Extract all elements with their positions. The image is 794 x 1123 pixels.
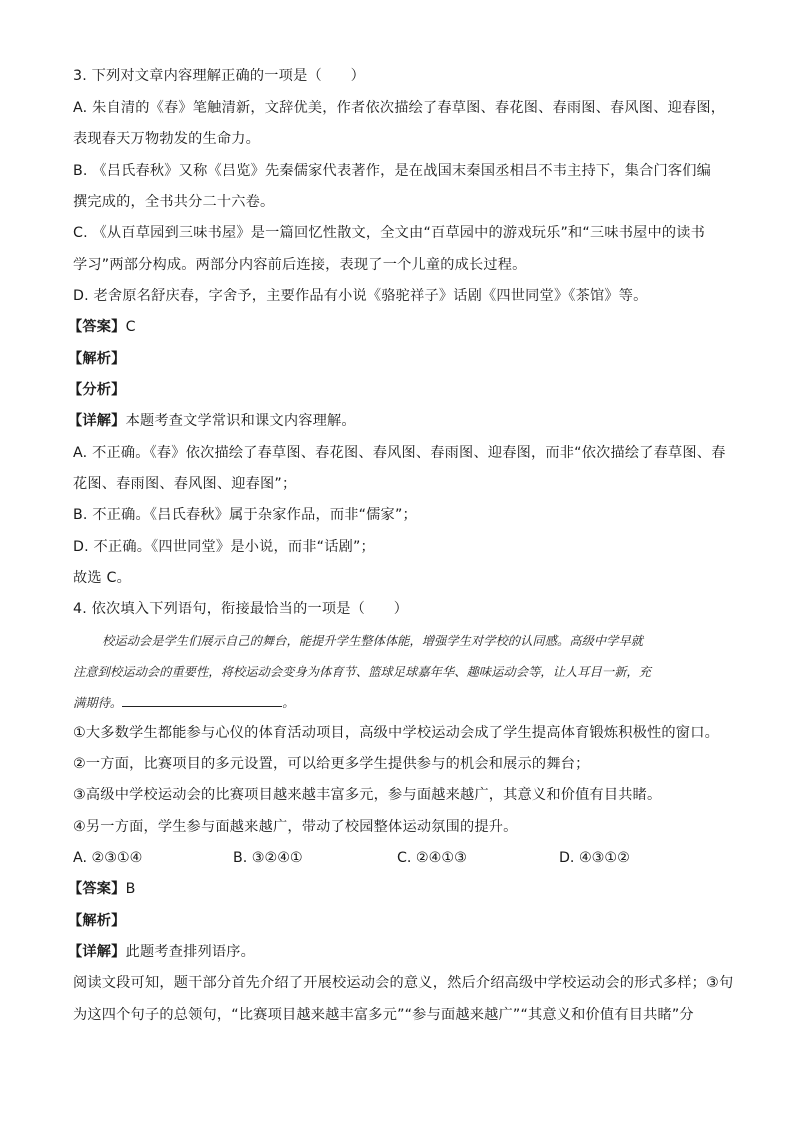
- q3-stem: 3. 下列对文章内容理解正确的一项是（ ）: [73, 68, 366, 84]
- q4-option-c: C. ②④①③: [397, 850, 467, 866]
- passage-end: 。: [282, 696, 295, 710]
- q4-explain-line2: 为这四个句子的总领句，“比赛项目越来越丰富多元”“参与面越来越广”“其意义和价值有目共睹”分: [73, 1007, 694, 1023]
- q3-option-a-line1: A. 朱自清的《春》笔触清新，文辞优美，作者依次描绘了春草图、春花图、春雨图、春风图、迎春图，: [73, 100, 726, 116]
- answer-value: B: [125, 881, 136, 897]
- q3-option-b-line1: B. 《吕氏春秋》又称《吕览》先秦儒家代表著作，是在战国末秦国丞相吕不韦主持下，集合门客们编: [73, 163, 712, 179]
- q4-sentence-4: ④另一方面，学生参与面越来越广，带动了校园整体运动氛围的提升。: [73, 819, 518, 835]
- q3-detail: [68, 411, 724, 431]
- q3-explain-line1: A. 不正确。《春》依次描绘了春草图、春花图、春风图、春雨图、迎春图，而非“依次描绘了春草图、春: [73, 445, 726, 461]
- q4-option-b: B. ③②④①: [233, 850, 303, 866]
- q3-option-d: D. 老舍原名舒庆春，字舍予，主要作品有小说《骆驼祥子》话剧《四世同堂》《茶馆》等。: [73, 288, 648, 304]
- q4-passage-line3: [73, 693, 724, 713]
- q3-option-b-line2: 撰完成的，全书共分二十六卷。: [73, 194, 275, 210]
- detail-text: 本题考查文学常识和课文内容理解。: [125, 413, 356, 429]
- q3-explain-line5: 故选 C。: [73, 570, 131, 586]
- q4-explain-line1: 阅读文段可知，题干部分首先介绍了开展校运动会的意义，然后介绍高级中学校运动会的形式多样；③句: [73, 975, 734, 991]
- q4-passage-line1: 校运动会是学生们展示自己的舞台，能提升学生整体体能，增强学生对学校的认同感。高级中学早就: [102, 634, 644, 648]
- answer-value: C: [125, 319, 136, 335]
- detail-text: 此题考查排列语序。: [125, 944, 256, 960]
- q3-explain-line2: 花图、春雨图、春风图、迎春图”；: [73, 476, 297, 492]
- q4-passage-line2: 注意到校运动会的重要性，将校运动会变身为体育节、篮球足球嘉年华、趣味运动会等，让人耳目一新，充: [73, 665, 651, 679]
- q3-option-c-line1: C. 《从百草园到三味书屋》是一篇回忆性散文，全文由“百草园中的游戏玩乐”和“三味书屋中的读书: [73, 225, 706, 241]
- q3-option-c-line2: 学习”两部分构成。两部分内容前后连接，表现了一个儿童的成长过程。: [73, 257, 527, 273]
- fill-blank: [122, 693, 282, 707]
- q3-option-a-line2: 表现春天万物勃发的生命力。: [73, 131, 261, 147]
- q3-fenxi-tag: 【分析】: [68, 382, 126, 398]
- answer-tag: 【答案】: [68, 881, 126, 897]
- q4-answer: [68, 879, 724, 899]
- q4-sentence-2: ②一方面，比赛项目的多元设置，可以给更多学生提供参与的机会和展示的舞台；: [73, 756, 590, 772]
- q4-sentence-1: ①大多数学生都能参与心仪的体育活动项目，高级中学校运动会成了学生提高体育锻炼积极性的窗口。: [73, 725, 719, 741]
- detail-tag: 【详解】: [68, 413, 126, 429]
- detail-tag: 【详解】: [68, 944, 126, 960]
- q4-sentence-3: ③高级中学校运动会的比赛项目越来越丰富多元，参与面越来越广，其意义和价值有目共睹。: [73, 787, 662, 803]
- q3-answer: [68, 317, 724, 337]
- q3-explain-line3: B. 不正确。《吕氏春秋》属于杂家作品，而非“儒家”；: [73, 507, 417, 523]
- q4-stem: 4. 依次填入下列语句，衔接最恰当的一项是（ ）: [73, 601, 409, 617]
- q4-analysis-tag: 【解析】: [68, 913, 126, 929]
- passage-text: 满期待。: [73, 696, 123, 710]
- q3-explain-line4: D. 不正确。《四世同堂》是小说，而非“话剧”；: [73, 539, 375, 555]
- answer-tag: 【答案】: [68, 319, 126, 335]
- q4-option-d: D. ④③①②: [559, 850, 630, 866]
- q4-detail: [68, 942, 724, 962]
- q3-analysis-tag: 【解析】: [68, 351, 126, 367]
- q4-option-a: A. ②③①④: [73, 850, 143, 866]
